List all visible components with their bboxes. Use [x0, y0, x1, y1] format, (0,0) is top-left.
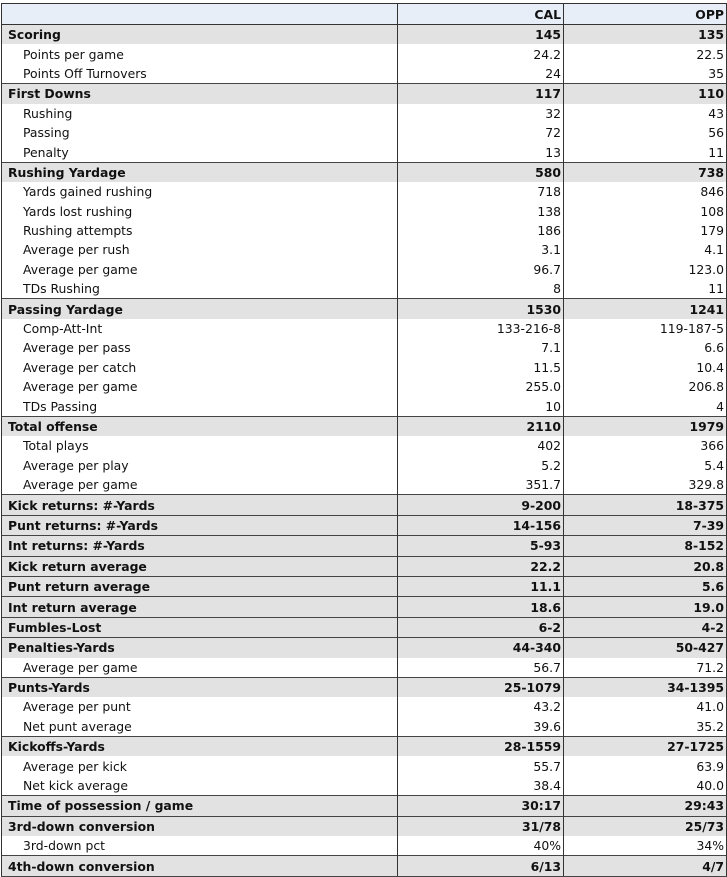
cal-value: 22.2 — [398, 556, 564, 576]
section-row — [2, 162, 727, 182]
stat-row — [2, 396, 727, 416]
stat-label: Punts-Yards — [2, 677, 398, 697]
opp-value: 40.0 — [564, 776, 727, 796]
stats-body — [2, 25, 727, 877]
section-row — [2, 597, 727, 617]
opp-value: 4.1 — [564, 240, 727, 259]
opp-value: 846 — [564, 182, 727, 201]
opp-value: 19.0 — [564, 597, 727, 617]
cal-value: 145 — [398, 25, 564, 45]
section-row — [2, 737, 727, 757]
stat-label: Kick returns: #-Yards — [2, 495, 398, 515]
cal-value: 7.1 — [398, 338, 564, 357]
stat-label: Passing Yardage — [2, 299, 398, 319]
cal-value: 38.4 — [398, 776, 564, 796]
stat-label: Int returns: #-Yards — [2, 536, 398, 556]
stat-row — [2, 64, 727, 84]
stat-label: Total plays — [2, 436, 398, 455]
opp-value: 11 — [564, 142, 727, 162]
stat-label: Average per kick — [2, 756, 398, 775]
cal-value: 11.5 — [398, 358, 564, 377]
section-row — [2, 617, 727, 637]
opp-value: 8-152 — [564, 536, 727, 556]
stat-row — [2, 475, 727, 495]
stat-label: Passing — [2, 123, 398, 142]
stat-label: Fumbles-Lost — [2, 617, 398, 637]
section-row — [2, 299, 727, 319]
section-row — [2, 816, 727, 836]
cal-value: 11.1 — [398, 576, 564, 596]
cal-value: 3.1 — [398, 240, 564, 259]
section-row — [2, 856, 727, 876]
section-row — [2, 25, 727, 45]
opp-value: 35.2 — [564, 717, 727, 737]
section-row — [2, 677, 727, 697]
cal-value: 133-216-8 — [398, 319, 564, 338]
opp-value: 5.6 — [564, 576, 727, 596]
stat-label: Rushing Yardage — [2, 162, 398, 182]
opp-value: 1979 — [564, 416, 727, 436]
stat-row — [2, 456, 727, 475]
stat-row — [2, 697, 727, 716]
stat-label: Punt return average — [2, 576, 398, 596]
header-row — [2, 4, 727, 25]
stat-label: Punt returns: #-Yards — [2, 515, 398, 535]
stat-label: 4th-down conversion — [2, 856, 398, 876]
stat-row — [2, 717, 727, 737]
section-row — [2, 638, 727, 658]
cal-value: 718 — [398, 182, 564, 201]
opp-value: 34-1395 — [564, 677, 727, 697]
cal-value: 351.7 — [398, 475, 564, 495]
stat-label: Yards lost rushing — [2, 202, 398, 221]
opp-value: 71.2 — [564, 658, 727, 678]
opp-value: 206.8 — [564, 377, 727, 396]
stat-label: First Downs — [2, 84, 398, 104]
stat-label: Yards gained rushing — [2, 182, 398, 201]
stat-label: Rushing attempts — [2, 221, 398, 240]
stat-row — [2, 377, 727, 396]
opp-value: 4-2 — [564, 617, 727, 637]
stat-row — [2, 123, 727, 142]
header-opp: OPP — [564, 4, 727, 25]
cal-value: 8 — [398, 279, 564, 299]
stat-row — [2, 240, 727, 259]
stat-label: Average per rush — [2, 240, 398, 259]
stat-row — [2, 836, 727, 856]
opp-value: 4/7 — [564, 856, 727, 876]
opp-value: 10.4 — [564, 358, 727, 377]
cal-value: 40% — [398, 836, 564, 856]
cal-value: 44-340 — [398, 638, 564, 658]
cal-value: 255.0 — [398, 377, 564, 396]
cal-value: 5.2 — [398, 456, 564, 475]
cal-value: 138 — [398, 202, 564, 221]
stat-label: Average per punt — [2, 697, 398, 716]
cal-value: 24 — [398, 64, 564, 84]
header-label — [2, 4, 398, 25]
cal-value: 18.6 — [398, 597, 564, 617]
stat-label: Kickoffs-Yards — [2, 737, 398, 757]
stat-row — [2, 260, 727, 279]
stat-label: Average per pass — [2, 338, 398, 357]
opp-value: 29:43 — [564, 796, 727, 816]
opp-value: 6.6 — [564, 338, 727, 357]
stat-label: Average per game — [2, 377, 398, 396]
cal-value: 28-1559 — [398, 737, 564, 757]
opp-value: 50-427 — [564, 638, 727, 658]
stat-label: Rushing — [2, 104, 398, 123]
stat-label: 3rd-down conversion — [2, 816, 398, 836]
cal-value: 117 — [398, 84, 564, 104]
cal-value: 186 — [398, 221, 564, 240]
cal-value: 13 — [398, 142, 564, 162]
stat-row — [2, 658, 727, 678]
stat-label: Total offense — [2, 416, 398, 436]
stat-label: TDs Passing — [2, 396, 398, 416]
stat-label: Time of possession / game — [2, 796, 398, 816]
stat-row — [2, 436, 727, 455]
opp-value: 56 — [564, 123, 727, 142]
cal-value: 30:17 — [398, 796, 564, 816]
opp-value: 110 — [564, 84, 727, 104]
stat-row — [2, 142, 727, 162]
cal-value: 6/13 — [398, 856, 564, 876]
stat-label: Net kick average — [2, 776, 398, 796]
stat-label: 3rd-down pct — [2, 836, 398, 856]
cal-value: 2110 — [398, 416, 564, 436]
stat-row — [2, 338, 727, 357]
section-row — [2, 796, 727, 816]
cal-value: 6-2 — [398, 617, 564, 637]
cal-value: 39.6 — [398, 717, 564, 737]
opp-value: 123.0 — [564, 260, 727, 279]
stat-row — [2, 104, 727, 123]
opp-value: 35 — [564, 64, 727, 84]
section-row — [2, 556, 727, 576]
section-row — [2, 515, 727, 535]
opp-value: 11 — [564, 279, 727, 299]
stat-row — [2, 202, 727, 221]
opp-value: 738 — [564, 162, 727, 182]
opp-value: 5.4 — [564, 456, 727, 475]
opp-value: 20.8 — [564, 556, 727, 576]
opp-value: 329.8 — [564, 475, 727, 495]
stat-label: Average per game — [2, 475, 398, 495]
cal-value: 56.7 — [398, 658, 564, 678]
cal-value: 32 — [398, 104, 564, 123]
cal-value: 43.2 — [398, 697, 564, 716]
stat-row — [2, 776, 727, 796]
stat-label: Comp-Att-Int — [2, 319, 398, 338]
opp-value: 1241 — [564, 299, 727, 319]
cal-value: 14-156 — [398, 515, 564, 535]
stat-label: Points per game — [2, 44, 398, 63]
stat-row — [2, 182, 727, 201]
stat-label: Kick return average — [2, 556, 398, 576]
cal-value: 402 — [398, 436, 564, 455]
opp-value: 179 — [564, 221, 727, 240]
opp-value: 27-1725 — [564, 737, 727, 757]
opp-value: 22.5 — [564, 44, 727, 63]
opp-value: 366 — [564, 436, 727, 455]
opp-value: 25/73 — [564, 816, 727, 836]
stat-row — [2, 319, 727, 338]
stat-label: Penalty — [2, 142, 398, 162]
stat-row — [2, 44, 727, 63]
opp-value: 135 — [564, 25, 727, 45]
opp-value: 41.0 — [564, 697, 727, 716]
stat-label: Average per game — [2, 260, 398, 279]
stat-row — [2, 756, 727, 775]
stat-label: Scoring — [2, 25, 398, 45]
stat-label: Average per game — [2, 658, 398, 678]
section-row — [2, 84, 727, 104]
section-row — [2, 495, 727, 515]
cal-value: 580 — [398, 162, 564, 182]
opp-value: 119-187-5 — [564, 319, 727, 338]
opp-value: 108 — [564, 202, 727, 221]
stat-row — [2, 279, 727, 299]
stat-label: Penalties-Yards — [2, 638, 398, 658]
opp-value: 18-375 — [564, 495, 727, 515]
stat-label: Points Off Turnovers — [2, 64, 398, 84]
stat-row — [2, 221, 727, 240]
stat-label: Int return average — [2, 597, 398, 617]
cal-value: 96.7 — [398, 260, 564, 279]
cal-value: 25-1079 — [398, 677, 564, 697]
opp-value: 4 — [564, 396, 727, 416]
stat-label: TDs Rushing — [2, 279, 398, 299]
opp-value: 63.9 — [564, 756, 727, 775]
section-row — [2, 416, 727, 436]
cal-value: 24.2 — [398, 44, 564, 63]
cal-value: 9-200 — [398, 495, 564, 515]
opp-value: 43 — [564, 104, 727, 123]
cal-value: 5-93 — [398, 536, 564, 556]
header-cal: CAL — [398, 4, 564, 25]
stat-row — [2, 358, 727, 377]
cal-value: 72 — [398, 123, 564, 142]
team-stats-table — [1, 3, 727, 877]
cal-value: 31/78 — [398, 816, 564, 836]
opp-value: 7-39 — [564, 515, 727, 535]
opp-value: 34% — [564, 836, 727, 856]
cal-value: 10 — [398, 396, 564, 416]
cal-value: 55.7 — [398, 756, 564, 775]
section-row — [2, 536, 727, 556]
section-row — [2, 576, 727, 596]
stat-label: Average per play — [2, 456, 398, 475]
stat-label: Net punt average — [2, 717, 398, 737]
cal-value: 1530 — [398, 299, 564, 319]
stat-label: Average per catch — [2, 358, 398, 377]
